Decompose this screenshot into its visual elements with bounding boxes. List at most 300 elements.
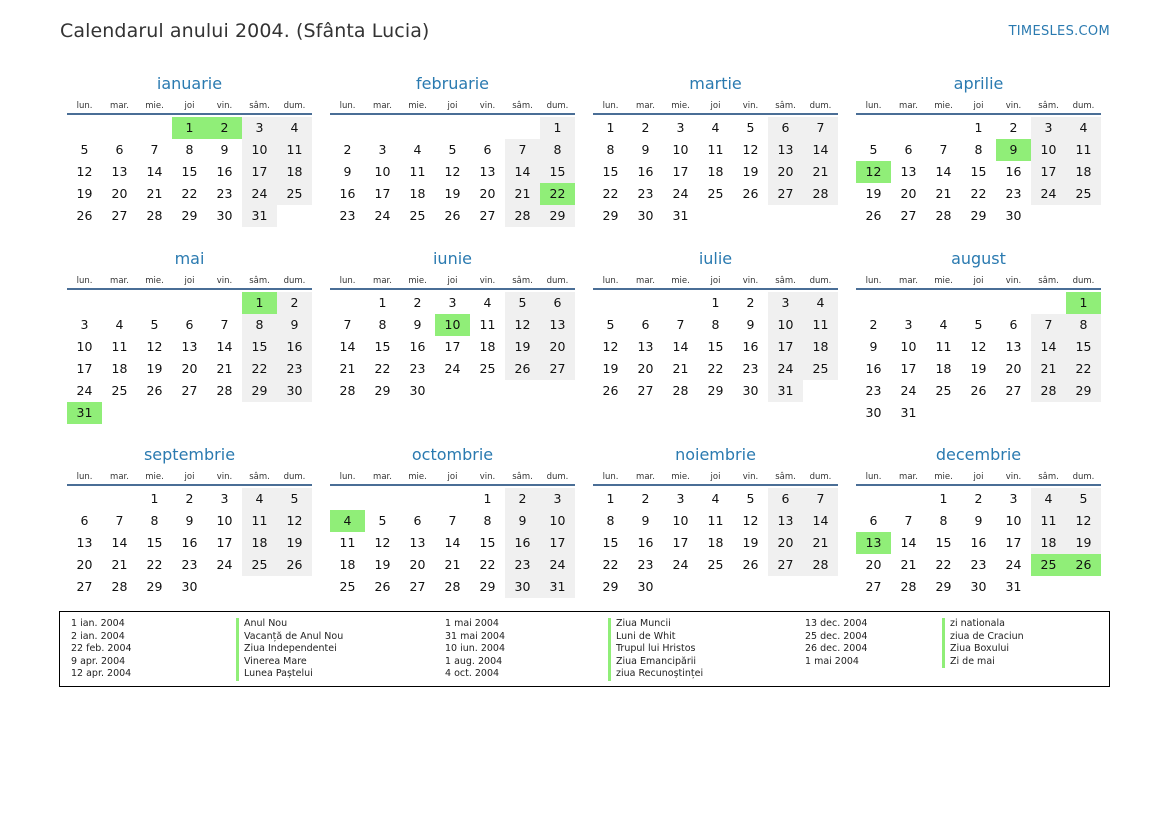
day-cell: 22 (970, 186, 987, 201)
day-cell: 7 (448, 513, 457, 528)
day-cell: 10 (242, 139, 277, 161)
day-cell: 24 (540, 554, 575, 576)
weekday-label: vin. (742, 472, 759, 482)
holiday-dates-column (445, 618, 505, 681)
day-cell: 25 (803, 358, 838, 380)
day-cell: 21 (803, 532, 838, 554)
weekday-label: mar. (899, 472, 918, 482)
day-cell: 9 (277, 314, 312, 336)
day-cell: 19 (602, 361, 619, 376)
month-name: iulie (698, 249, 733, 268)
weekday-label: mar. (636, 472, 655, 482)
day-cell: 2 (413, 295, 422, 310)
weekday-label: mie. (934, 101, 953, 111)
day-cell: 25 (707, 186, 724, 201)
day-cell: 11 (242, 510, 277, 532)
day-cell: 9 (413, 317, 422, 332)
day-cell: 11 (707, 142, 724, 157)
day-cell: 8 (540, 139, 575, 161)
day-cell: 5 (277, 488, 312, 510)
day-cell: 15 (479, 535, 496, 550)
day-cell: 18 (707, 535, 724, 550)
weekday-header (67, 274, 312, 290)
day-cell: 13 (900, 164, 917, 179)
empty-cell (137, 117, 172, 139)
day-cell: 9 (869, 339, 878, 354)
holiday-date: 22 feb. 2004 (71, 643, 132, 655)
day-cell: 18 (707, 164, 724, 179)
day-cell: 27 (1005, 383, 1022, 398)
day-cell: 21 (935, 186, 952, 201)
day-cell: 30 (742, 383, 759, 398)
day-cell: 5 (505, 292, 540, 314)
month-name: februarie (415, 74, 490, 93)
day-cell: 4 (242, 488, 277, 510)
month-august (856, 248, 1101, 424)
day-cell: 19 (1066, 532, 1101, 554)
day-cell: 14 (1031, 336, 1066, 358)
weekday-label: vin. (742, 276, 759, 286)
day-cell: 6 (641, 317, 650, 332)
day-cell: 7 (803, 117, 838, 139)
day-cell: 12 (602, 339, 619, 354)
day-cell: 11 (277, 139, 312, 161)
holiday-name: Anul Nou (236, 618, 343, 631)
day-cell: 11 (803, 314, 838, 336)
day-cell: 14 (803, 139, 838, 161)
weekday-label: mie. (408, 101, 427, 111)
day-cell: 21 (900, 557, 917, 572)
day-cell: 29 (970, 208, 987, 223)
day-cell: 2 (746, 295, 755, 310)
day-cell: 19 (505, 336, 540, 358)
holiday-name: Vacanță de Anul Nou (236, 631, 343, 644)
day-cell: 30 (637, 579, 654, 594)
day-cell: 8 (378, 317, 387, 332)
holiday-day: 9 (996, 139, 1031, 161)
weekday-label: mie. (145, 472, 164, 482)
day-cell: 4 (115, 317, 124, 332)
weekday-label: vin. (216, 101, 233, 111)
day-cell: 23 (970, 557, 987, 572)
day-cell: 30 (409, 383, 426, 398)
day-cell: 16 (970, 535, 987, 550)
day-cell: 14 (505, 161, 540, 183)
day-cell: 8 (606, 513, 615, 528)
weekday-header (67, 99, 312, 115)
weekday-label: mie. (934, 472, 953, 482)
day-cell: 29 (540, 205, 575, 227)
weekday-label: sâm. (249, 472, 270, 482)
day-cell: 12 (742, 513, 759, 528)
weekday-label: mie. (671, 472, 690, 482)
weekday-label: lun. (602, 472, 619, 482)
day-cell: 19 (742, 535, 759, 550)
day-cell: 27 (768, 554, 803, 576)
day-cell: 1 (606, 491, 615, 506)
weekday-label: mar. (110, 276, 129, 286)
day-cell: 7 (150, 142, 159, 157)
day-cell: 31 (672, 208, 689, 223)
day-cell: 9 (505, 510, 540, 532)
day-grid (593, 292, 838, 402)
day-cell: 3 (378, 142, 387, 157)
weekday-label: lun. (76, 276, 93, 286)
day-cell: 22 (181, 186, 198, 201)
day-cell: 21 (146, 186, 163, 201)
weekday-label: dum. (809, 101, 832, 111)
holiday-day: 22 (540, 183, 575, 205)
day-cell: 1 (378, 295, 387, 310)
day-cell: 21 (444, 557, 461, 572)
day-cell: 9 (185, 513, 194, 528)
weekday-header (330, 470, 575, 486)
day-cell: 20 (900, 186, 917, 201)
day-cell: 17 (76, 361, 93, 376)
day-cell: 7 (343, 317, 352, 332)
empty-cell (663, 292, 698, 314)
weekday-label: mie. (934, 276, 953, 286)
day-cell: 11 (409, 164, 426, 179)
day-cell: 28 (803, 183, 838, 205)
day-cell: 8 (939, 513, 948, 528)
holiday-names-column (236, 618, 343, 681)
day-cell: 31 (1005, 579, 1022, 594)
day-cell: 5 (974, 317, 983, 332)
day-cell: 29 (602, 208, 619, 223)
day-cell: 28 (900, 579, 917, 594)
day-cell: 23 (1005, 186, 1022, 201)
day-cell: 31 (900, 405, 917, 420)
day-cell: 17 (672, 535, 689, 550)
day-cell: 2 (641, 120, 650, 135)
day-cell: 30 (216, 208, 233, 223)
day-cell: 2 (343, 142, 352, 157)
day-cell: 8 (150, 513, 159, 528)
day-cell: 9 (220, 142, 229, 157)
weekday-label: lun. (76, 472, 93, 482)
day-cell: 28 (216, 383, 233, 398)
day-cell: 4 (1066, 117, 1101, 139)
day-cell: 6 (768, 117, 803, 139)
day-cell: 17 (374, 186, 391, 201)
weekday-header (856, 274, 1101, 290)
day-cell: 23 (865, 383, 882, 398)
day-cell: 27 (900, 208, 917, 223)
day-cell: 27 (540, 358, 575, 380)
day-cell: 6 (483, 142, 492, 157)
day-cell: 6 (80, 513, 89, 528)
weekday-label: mar. (373, 101, 392, 111)
empty-cell (435, 488, 470, 510)
day-cell: 26 (146, 383, 163, 398)
day-cell: 4 (483, 295, 492, 310)
day-cell: 29 (707, 383, 724, 398)
month-name: august (951, 249, 1006, 268)
empty-cell (435, 117, 470, 139)
day-cell: 28 (935, 208, 952, 223)
month-mai (67, 248, 312, 424)
day-cell: 24 (1005, 557, 1022, 572)
day-cell: 16 (865, 361, 882, 376)
day-cell: 13 (768, 139, 803, 161)
empty-cell (856, 292, 891, 314)
weekday-label: vin. (1005, 101, 1022, 111)
day-cell: 4 (803, 292, 838, 314)
day-cell: 26 (742, 557, 759, 572)
empty-cell (365, 117, 400, 139)
weekday-label: dum. (809, 276, 832, 286)
weekday-label: sâm. (512, 101, 533, 111)
day-cell: 5 (606, 317, 615, 332)
holiday-day: 10 (435, 314, 470, 336)
month-decembrie (856, 444, 1101, 598)
day-cell: 16 (409, 339, 426, 354)
month-februarie (330, 73, 575, 227)
empty-cell (67, 488, 102, 510)
weekday-label: joi (447, 101, 458, 111)
day-cell: 5 (378, 513, 387, 528)
day-cell: 11 (111, 339, 128, 354)
weekday-label: joi (973, 101, 984, 111)
weekday-label: mie. (671, 101, 690, 111)
day-cell: 7 (1031, 314, 1066, 336)
day-cell: 6 (413, 513, 422, 528)
day-grid (67, 117, 312, 227)
day-cell: 27 (865, 579, 882, 594)
page-title: Calendarul anului 2004. (Sfânta Lucia) (60, 20, 430, 42)
day-cell: 9 (746, 317, 755, 332)
day-cell: 3 (80, 317, 89, 332)
day-cell: 14 (216, 339, 233, 354)
day-cell: 15 (181, 164, 198, 179)
day-cell: 28 (111, 579, 128, 594)
weekday-label: sâm. (1038, 276, 1059, 286)
weekday-label: mar. (110, 101, 129, 111)
day-cell: 7 (220, 317, 229, 332)
weekday-label: vin. (479, 276, 496, 286)
weekday-label: mie. (145, 101, 164, 111)
holiday-name: Ziua Independentei (236, 643, 343, 656)
holiday-names-column (608, 618, 703, 681)
day-cell: 18 (803, 336, 838, 358)
day-cell: 17 (540, 532, 575, 554)
day-cell: 24 (76, 383, 93, 398)
day-cell: 10 (1031, 139, 1066, 161)
day-cell: 6 (1009, 317, 1018, 332)
day-cell: 4 (711, 120, 720, 135)
day-cell: 24 (768, 358, 803, 380)
holiday-date: 1 aug. 2004 (445, 655, 503, 667)
day-cell: 23 (277, 358, 312, 380)
empty-cell (102, 488, 137, 510)
weekday-label: sâm. (775, 276, 796, 286)
empty-cell (400, 488, 435, 510)
holiday-date: 1 mai 2004 (805, 655, 859, 667)
day-grid (856, 488, 1101, 598)
day-cell: 24 (1031, 183, 1066, 205)
month-name: ianuarie (156, 74, 223, 93)
day-cell: 3 (768, 292, 803, 314)
day-cell: 4 (277, 117, 312, 139)
holiday-date: 12 apr. 2004 (71, 668, 132, 680)
day-cell: 16 (505, 532, 540, 554)
weekday-label: dum. (283, 276, 306, 286)
empty-cell (470, 117, 505, 139)
day-cell: 15 (146, 535, 163, 550)
day-cell: 20 (111, 186, 128, 201)
day-cell: 31 (768, 380, 803, 402)
day-cell: 1 (150, 491, 159, 506)
day-cell: 5 (746, 491, 755, 506)
day-cell: 25 (1066, 183, 1101, 205)
day-cell: 5 (448, 142, 457, 157)
weekday-label: vin. (216, 472, 233, 482)
day-cell: 8 (242, 314, 277, 336)
weekday-label: mar. (636, 276, 655, 286)
day-grid (593, 488, 838, 598)
day-cell: 1 (711, 295, 720, 310)
weekday-label: dum. (546, 276, 569, 286)
empty-cell (330, 117, 365, 139)
day-cell: 5 (80, 142, 89, 157)
weekday-header (593, 274, 838, 290)
weekday-label: mar. (899, 101, 918, 111)
weekday-label: joi (973, 276, 984, 286)
month-name: aprilie (953, 74, 1004, 93)
day-cell: 12 (505, 314, 540, 336)
day-cell: 28 (444, 579, 461, 594)
weekday-header (856, 99, 1101, 115)
day-cell: 2 (869, 317, 878, 332)
day-cell: 28 (803, 554, 838, 576)
day-cell: 28 (672, 383, 689, 398)
weekday-header (593, 470, 838, 486)
day-cell: 25 (479, 361, 496, 376)
holiday-name: zi nationala (942, 618, 1024, 631)
empty-cell (926, 117, 961, 139)
site-link[interactable]: TIMESLES.COM (1008, 24, 1110, 39)
day-cell: 10 (672, 142, 689, 157)
holiday-date: 2 ian. 2004 (71, 630, 125, 642)
day-cell: 15 (935, 535, 952, 550)
day-cell: 2 (505, 488, 540, 510)
day-cell: 12 (76, 164, 93, 179)
day-cell: 23 (339, 208, 356, 223)
empty-cell (891, 488, 926, 510)
holiday-day: 13 (856, 532, 891, 554)
day-cell: 7 (505, 139, 540, 161)
holiday-day: 25 (1031, 554, 1066, 576)
empty-cell (1031, 292, 1066, 314)
day-cell: 24 (242, 183, 277, 205)
day-cell: 8 (711, 317, 720, 332)
day-cell: 28 (1031, 380, 1066, 402)
weekday-label: dum. (1072, 276, 1095, 286)
day-cell: 26 (602, 383, 619, 398)
day-cell: 2 (974, 491, 983, 506)
weekday-label: dum. (1072, 472, 1095, 482)
holiday-names-column (942, 618, 1024, 668)
month-name: septembrie (143, 445, 236, 464)
month-name: mai (174, 249, 205, 268)
day-grid (330, 488, 575, 598)
day-cell: 22 (707, 361, 724, 376)
day-cell: 10 (76, 339, 93, 354)
day-cell: 29 (242, 380, 277, 402)
weekday-label: sâm. (512, 472, 533, 482)
holiday-day: 12 (856, 161, 891, 183)
day-cell: 14 (935, 164, 952, 179)
day-cell: 3 (448, 295, 457, 310)
day-cell: 17 (242, 161, 277, 183)
day-cell: 6 (768, 488, 803, 510)
holiday-name: Ziua Emancipării (608, 656, 703, 669)
day-cell: 17 (900, 361, 917, 376)
day-cell: 17 (768, 336, 803, 358)
weekday-label: joi (447, 276, 458, 286)
day-cell: 17 (216, 535, 233, 550)
day-cell: 25 (277, 183, 312, 205)
day-cell: 27 (768, 183, 803, 205)
day-cell: 26 (374, 579, 391, 594)
weekday-label: lun. (339, 101, 356, 111)
day-cell: 18 (277, 161, 312, 183)
day-cell: 28 (505, 205, 540, 227)
weekday-label: vin. (1005, 276, 1022, 286)
day-cell: 3 (904, 317, 913, 332)
day-cell: 8 (1066, 314, 1101, 336)
holiday-day: 1 (172, 117, 207, 139)
day-cell: 10 (672, 513, 689, 528)
day-cell: 5 (746, 120, 755, 135)
day-cell: 15 (242, 336, 277, 358)
day-cell: 28 (146, 208, 163, 223)
day-cell: 4 (1031, 488, 1066, 510)
day-cell: 18 (409, 186, 426, 201)
weekday-label: sâm. (1038, 472, 1059, 482)
month-aprilie (856, 73, 1101, 227)
day-cell: 3 (242, 117, 277, 139)
day-cell: 3 (1009, 491, 1018, 506)
day-cell: 10 (900, 339, 917, 354)
day-grid (330, 292, 575, 402)
day-cell: 15 (602, 535, 619, 550)
day-cell: 29 (479, 579, 496, 594)
day-cell: 6 (185, 317, 194, 332)
month-iunie (330, 248, 575, 402)
holiday-date: 25 dec. 2004 (805, 630, 868, 642)
day-cell: 30 (505, 576, 540, 598)
day-cell: 25 (242, 554, 277, 576)
day-cell: 12 (277, 510, 312, 532)
day-cell: 8 (185, 142, 194, 157)
day-cell: 20 (768, 532, 803, 554)
holiday-day: 2 (207, 117, 242, 139)
empty-cell (996, 292, 1031, 314)
empty-cell (505, 117, 540, 139)
day-cell: 26 (505, 358, 540, 380)
weekday-header (67, 470, 312, 486)
day-cell: 21 (111, 557, 128, 572)
day-cell: 13 (76, 535, 93, 550)
day-cell: 3 (540, 488, 575, 510)
day-cell: 20 (768, 161, 803, 183)
day-cell: 16 (339, 186, 356, 201)
empty-cell (856, 117, 891, 139)
day-cell: 27 (479, 208, 496, 223)
day-cell: 15 (970, 164, 987, 179)
